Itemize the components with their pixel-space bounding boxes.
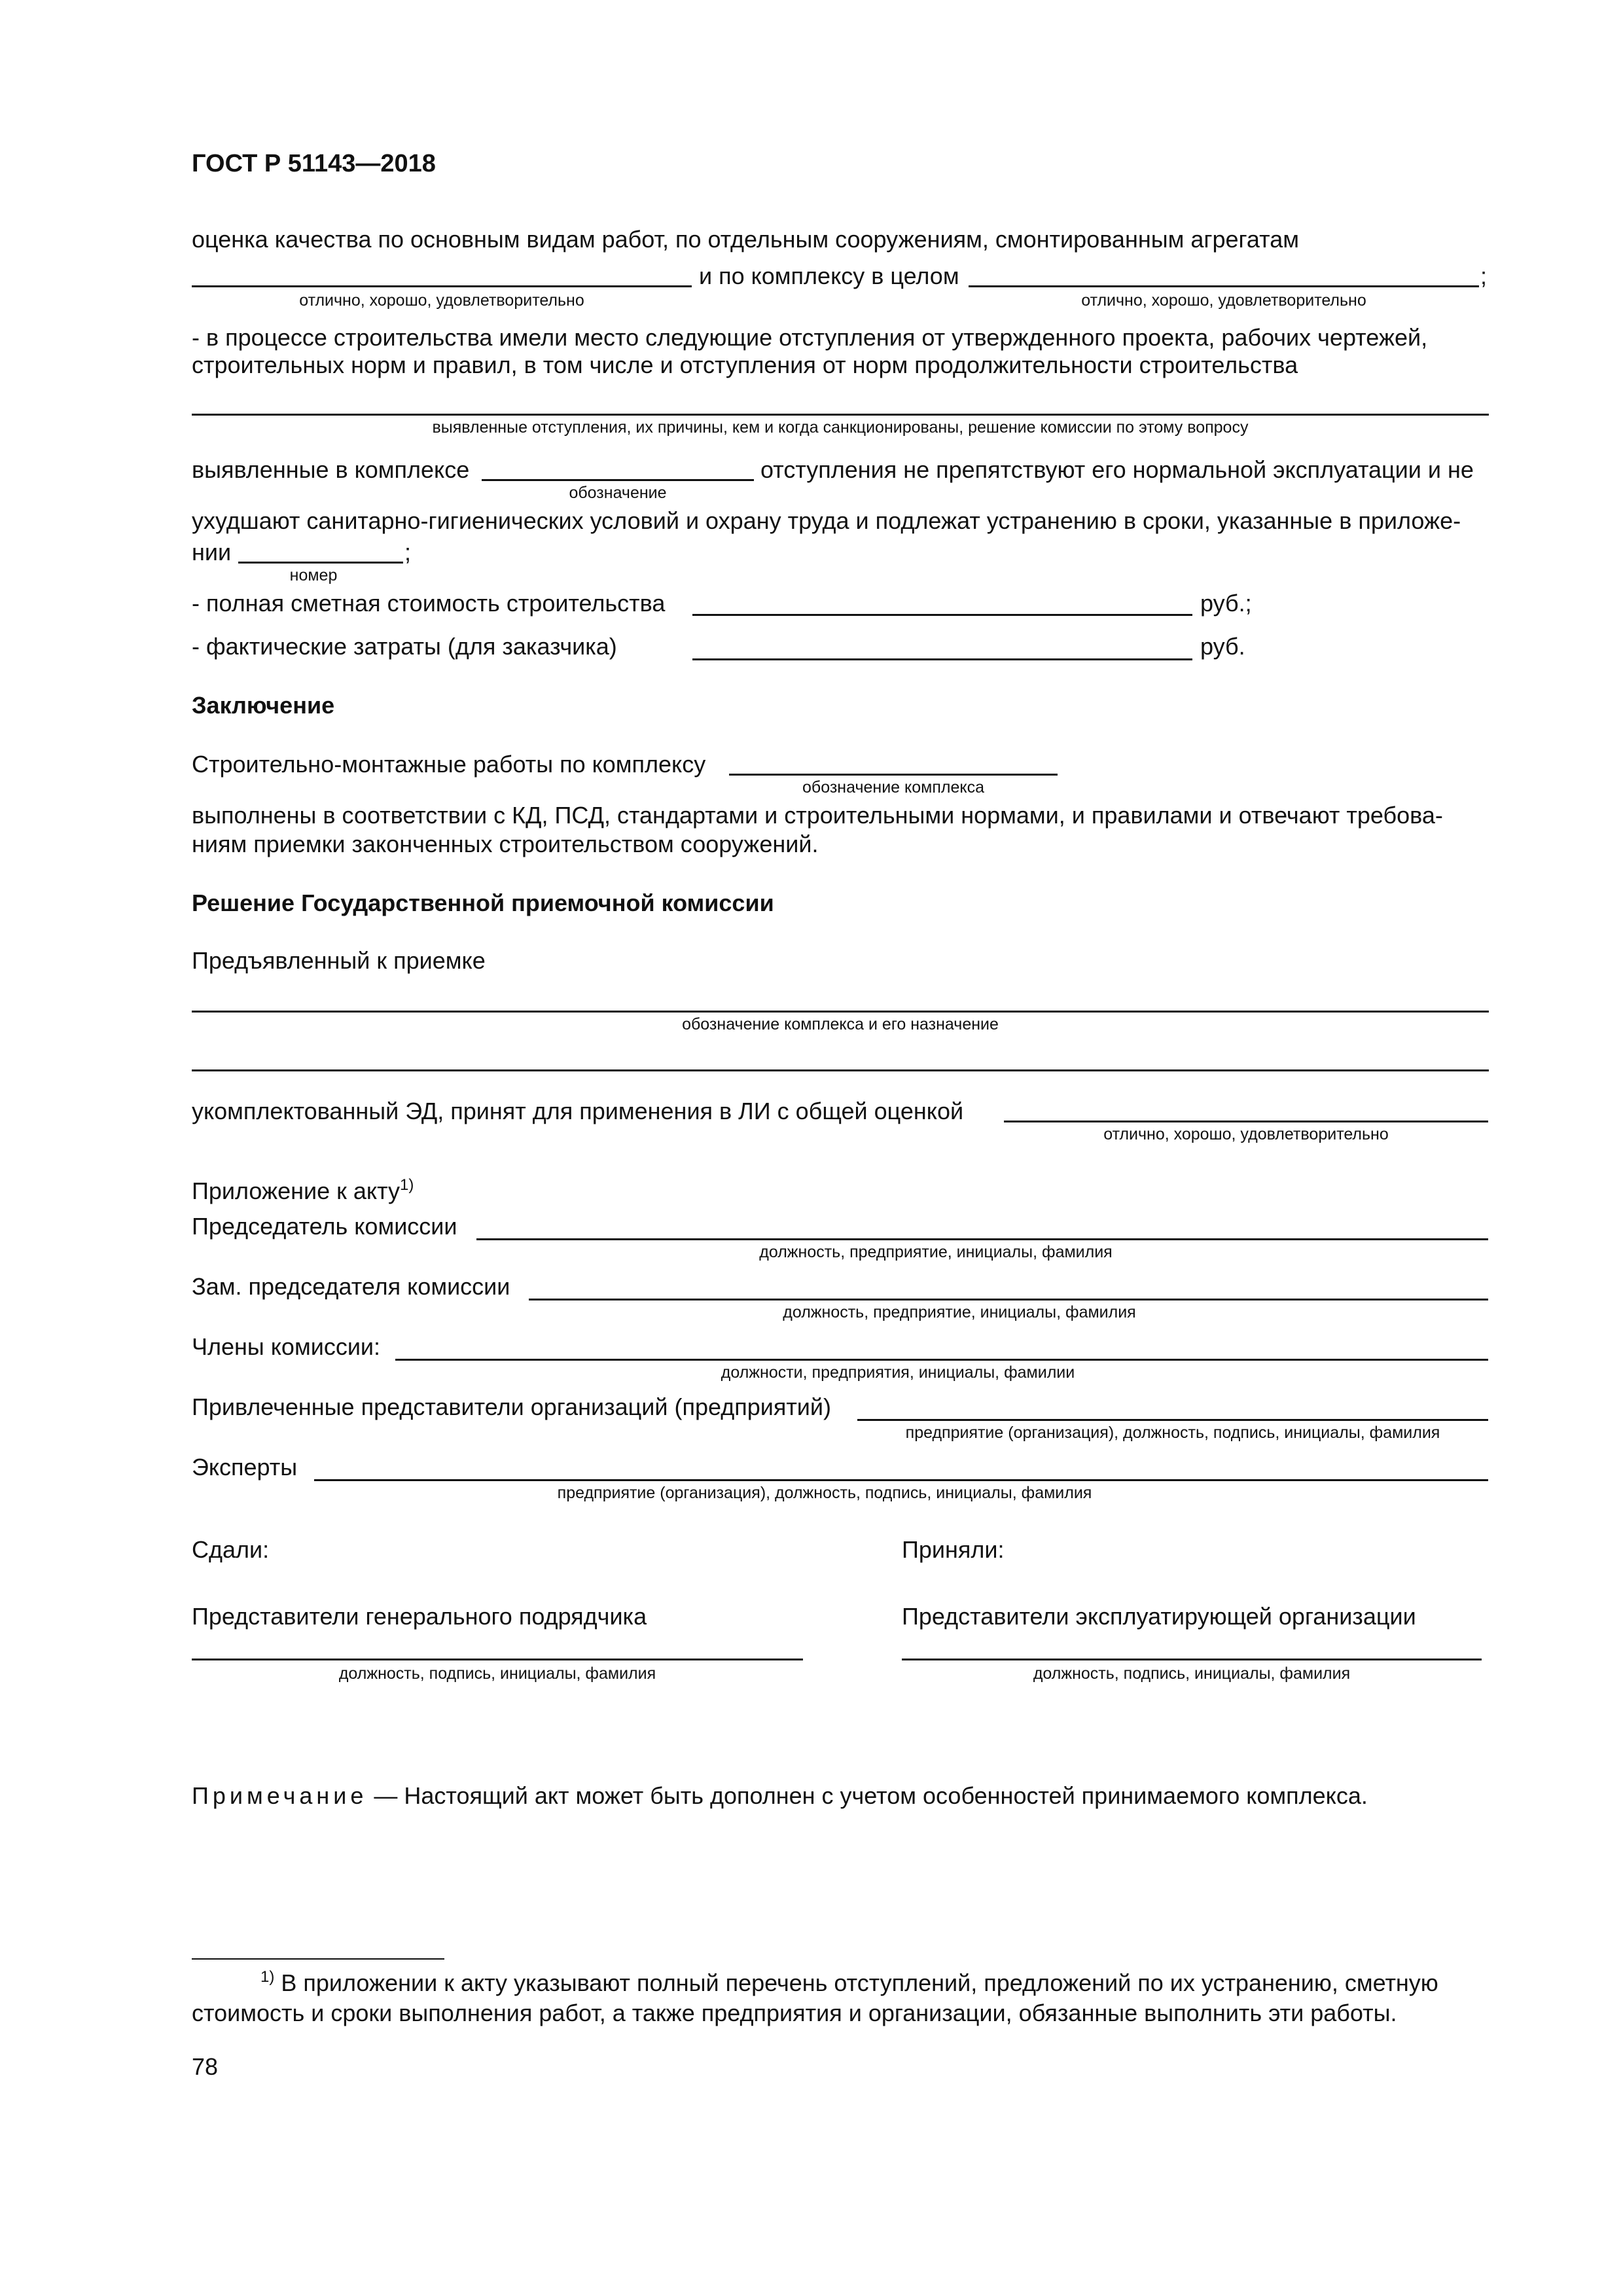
attachment-footnote-mark: 1) (399, 1176, 414, 1194)
conclusion-line2: выполнены в соответствии с КД, ПСД, стандартами и строительными нормами, и правилами и отвечают требова- (192, 802, 1443, 829)
footnote-separator (192, 1958, 444, 1960)
signatory-label-representatives: Привлеченные представители организаций (предприятий) (192, 1393, 832, 1420)
actual-cost-field[interactable] (692, 658, 1192, 660)
footnote-line1 (260, 1969, 1438, 1998)
signatory-caption-deputy: должность, предприятие, инициалы, фамилия (783, 1303, 1136, 1321)
attachment-label (192, 1177, 414, 1206)
signatory-field-experts[interactable] (314, 1479, 1488, 1481)
deviations-field[interactable] (192, 414, 1489, 416)
gave-representatives-label: Представители генерального подрядчика (192, 1603, 647, 1630)
signatory-field-members[interactable] (395, 1359, 1488, 1361)
page-number: 78 (192, 2053, 219, 2080)
conclusion-caption: обозначение комплекса (802, 778, 984, 797)
complex-deviations-line2: ухудшают санитарно-гигиенических условий и охрану труда и подлежат устранению в сроки, указанные в приложе- (192, 507, 1461, 534)
complex-deviations-end-mark: ; (404, 539, 412, 565)
gave-label: Сдали: (192, 1536, 270, 1563)
appendix-number-field[interactable] (238, 562, 403, 564)
quality-caption-right: отлично, хорошо, удовлетворительно (1081, 291, 1366, 310)
complex-designation-conclusion-field[interactable] (729, 774, 1058, 776)
signatory-caption-representatives: предприятие (организация), должность, подпись, инициалы, фамилия (905, 1424, 1440, 1442)
overall-assessment-field[interactable] (1004, 1121, 1488, 1122)
complex-deviations-prefix: выявленные в комплексе (192, 456, 470, 483)
quality-mid-text: и по комплексу в целом (699, 262, 959, 289)
deviations-text-line1: - в процессе строительства имели место следующие отступления от утвержденного проекта, рабочих чертежей, (192, 324, 1428, 351)
presented-complex-field[interactable] (192, 1011, 1489, 1013)
conclusion-line3: ниям приемки законченных строительством сооружений. (192, 831, 819, 857)
signatory-label-members: Члены комиссии: (192, 1333, 381, 1360)
quality-caption-left: отлично, хорошо, удовлетворительно (299, 291, 584, 310)
received-representatives-label: Представители эксплуатирующей организации (902, 1603, 1416, 1630)
actual-cost-label: - фактические затраты (для заказчика) (192, 633, 617, 660)
signatory-field-chairman[interactable] (476, 1238, 1488, 1240)
complex-designation-caption: обозначение (569, 484, 667, 502)
received-signature-field[interactable] (902, 1659, 1482, 1660)
footnote-text-line1: В приложении к акту указывают полный перечень отступлений, предложений по их устранению, сметную (274, 1969, 1438, 1996)
gave-signature-field[interactable] (192, 1659, 803, 1660)
overall-assessment-caption: отлично, хорошо, удовлетворительно (1103, 1125, 1389, 1143)
signatory-label-chairman: Председатель комиссии (192, 1213, 457, 1240)
decision-heading: Решение Государственной приемочной комиссии (192, 889, 774, 916)
note-text: — Настоящий акт может быть дополнен с учетом особенностей принимаемого комплекса. (367, 1782, 1368, 1809)
estimate-cost-unit: руб.; (1200, 590, 1252, 617)
signatory-caption-members: должности, предприятия, инициалы, фамилии (721, 1363, 1075, 1382)
quality-text-line: оценка качества по основным видам работ, по отдельным сооружениям, смонтированным агрегатам (192, 226, 1299, 253)
deviations-caption: выявленные отступления, их причины, кем и когда санкционированы, решение комиссии по этому вопросу (432, 418, 1249, 437)
signatory-field-deputy[interactable] (529, 1299, 1488, 1300)
estimate-cost-field[interactable] (692, 614, 1192, 616)
signatory-field-representatives[interactable] (857, 1419, 1488, 1421)
attachment-label-text: Приложение к акту (192, 1177, 400, 1204)
footnote-line2: стоимость и сроки выполнения работ, а также предприятия и организации, обязанные выполнить эти работы. (192, 2000, 1397, 2026)
actual-cost-unit: руб. (1200, 633, 1245, 660)
presented-complex-field-2[interactable] (192, 1069, 1489, 1071)
complex-deviations-suffix: отступления не препятствуют его нормальной эксплуатации и не (760, 456, 1474, 483)
conclusion-heading: Заключение (192, 692, 335, 719)
quality-complex-field[interactable] (969, 285, 1479, 287)
signatory-caption-chairman: должность, предприятие, инициалы, фамилия (759, 1243, 1113, 1261)
footnote-mark: 1) (260, 1968, 275, 1986)
estimate-cost-label: - полная сметная стоимость строительства (192, 590, 666, 617)
gave-signature-caption: должность, подпись, инициалы, фамилия (338, 1664, 656, 1683)
complex-deviations-line3: нии (192, 539, 232, 565)
received-label: Приняли: (902, 1536, 1005, 1563)
note-label: Примечание (192, 1782, 368, 1809)
received-signature-caption: должность, подпись, инициалы, фамилия (1033, 1664, 1351, 1683)
presented-label: Предъявленный к приемке (192, 947, 486, 974)
accepted-label: укомплектованный ЭД, принят для применения в ЛИ с общей оценкой (192, 1098, 964, 1124)
complex-designation-field[interactable] (482, 479, 754, 481)
deviations-text-line2: строительных норм и правил, в том числе и отступления от норм продолжительности строительства (192, 351, 1298, 378)
quality-end-mark: ; (1480, 262, 1488, 289)
conclusion-line1: Строительно-монтажные работы по комплексу (192, 751, 706, 778)
signatory-caption-experts: предприятие (организация), должность, подпись, инициалы, фамилия (557, 1484, 1092, 1502)
note (192, 1782, 1368, 1810)
appendix-number-caption: номер (289, 566, 338, 584)
presented-complex-caption: обозначение комплекса и его назначение (682, 1015, 999, 1033)
signatory-label-deputy: Зам. председателя комиссии (192, 1273, 510, 1300)
quality-works-field[interactable] (192, 285, 692, 287)
document-title: ГОСТ Р 51143—2018 (192, 150, 436, 177)
signatory-label-experts: Эксперты (192, 1454, 298, 1480)
